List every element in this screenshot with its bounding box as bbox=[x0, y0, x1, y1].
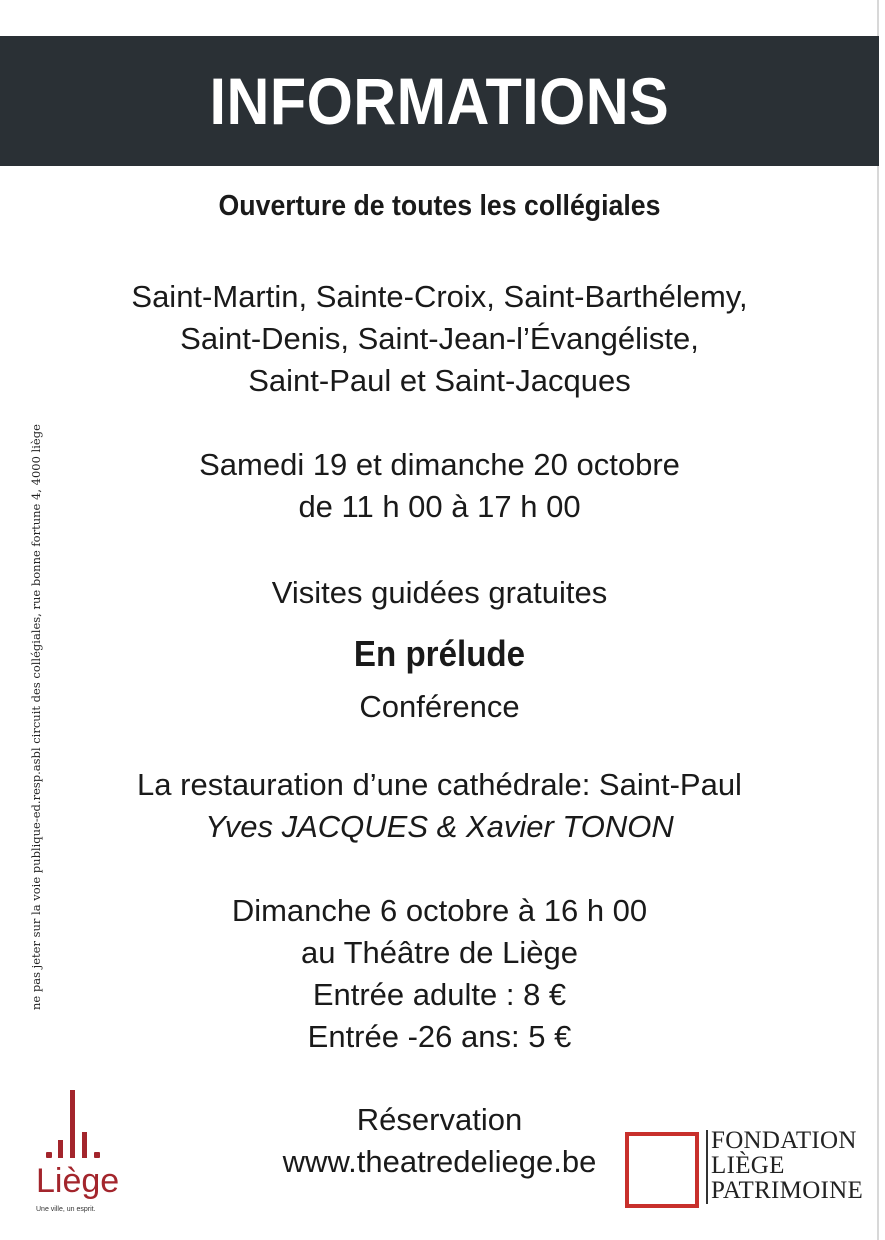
church-line: Saint-Paul et Saint-Jacques bbox=[248, 363, 631, 398]
subtitle: Ouverture de toutes les collégiales bbox=[218, 190, 661, 222]
guided-tours: Visites guidées gratuites bbox=[271, 575, 608, 610]
time-line: de 11 h 00 à 17 h 00 bbox=[298, 489, 581, 524]
practical-info bbox=[0, 890, 879, 1058]
page-title: INFORMATIONS bbox=[209, 64, 670, 138]
church-line: Saint-Denis, Saint-Jean-l’Évangéliste, bbox=[180, 321, 699, 356]
event-dates bbox=[0, 444, 879, 528]
prelude-heading: En prélude bbox=[353, 633, 526, 674]
liege-logo-text: Liège bbox=[36, 1162, 120, 1200]
fondation-square-icon bbox=[625, 1132, 699, 1208]
reservation-url[interactable]: www.theatredeliege.be bbox=[282, 1144, 597, 1179]
fondation-line: LIÈGE bbox=[711, 1152, 785, 1179]
fondation-divider bbox=[706, 1130, 708, 1204]
legal-side-text: ne pas jeter sur la voie publique-ed.resp.asbl circuit des collégiales, rue bonne fortune 4, 4000 liège bbox=[29, 424, 43, 1010]
talk-block bbox=[0, 764, 879, 848]
liege-logo-tagline: Une ville, un esprit. bbox=[36, 1206, 96, 1213]
liege-logo-bars-icon bbox=[28, 1090, 138, 1158]
conference-label: Conférence bbox=[359, 689, 520, 724]
reservation-label: Réservation bbox=[356, 1102, 523, 1137]
church-list bbox=[0, 276, 879, 402]
talk-speakers: Yves JACQUES & Xavier TONON bbox=[205, 809, 674, 844]
info-line: Entrée -26 ans: 5 € bbox=[307, 1019, 572, 1054]
info-line: au Théâtre de Liège bbox=[301, 935, 578, 970]
date-line: Samedi 19 et dimanche 20 octobre bbox=[199, 447, 680, 482]
fondation-line: FONDATION bbox=[711, 1127, 857, 1154]
fondation-logo bbox=[625, 1128, 870, 1208]
liege-logo bbox=[28, 1090, 138, 1220]
info-line: Dimanche 6 octobre à 16 h 00 bbox=[231, 893, 648, 928]
talk-title: La restauration d’une cathédrale: Saint-Paul bbox=[137, 767, 742, 802]
header-band bbox=[0, 36, 879, 166]
fondation-text bbox=[711, 1128, 863, 1203]
church-line: Saint-Martin, Sainte-Croix, Saint-Barthélemy, bbox=[131, 279, 748, 314]
info-line: Entrée adulte : 8 € bbox=[312, 977, 567, 1012]
fondation-line: PATRIMOINE bbox=[711, 1177, 864, 1204]
